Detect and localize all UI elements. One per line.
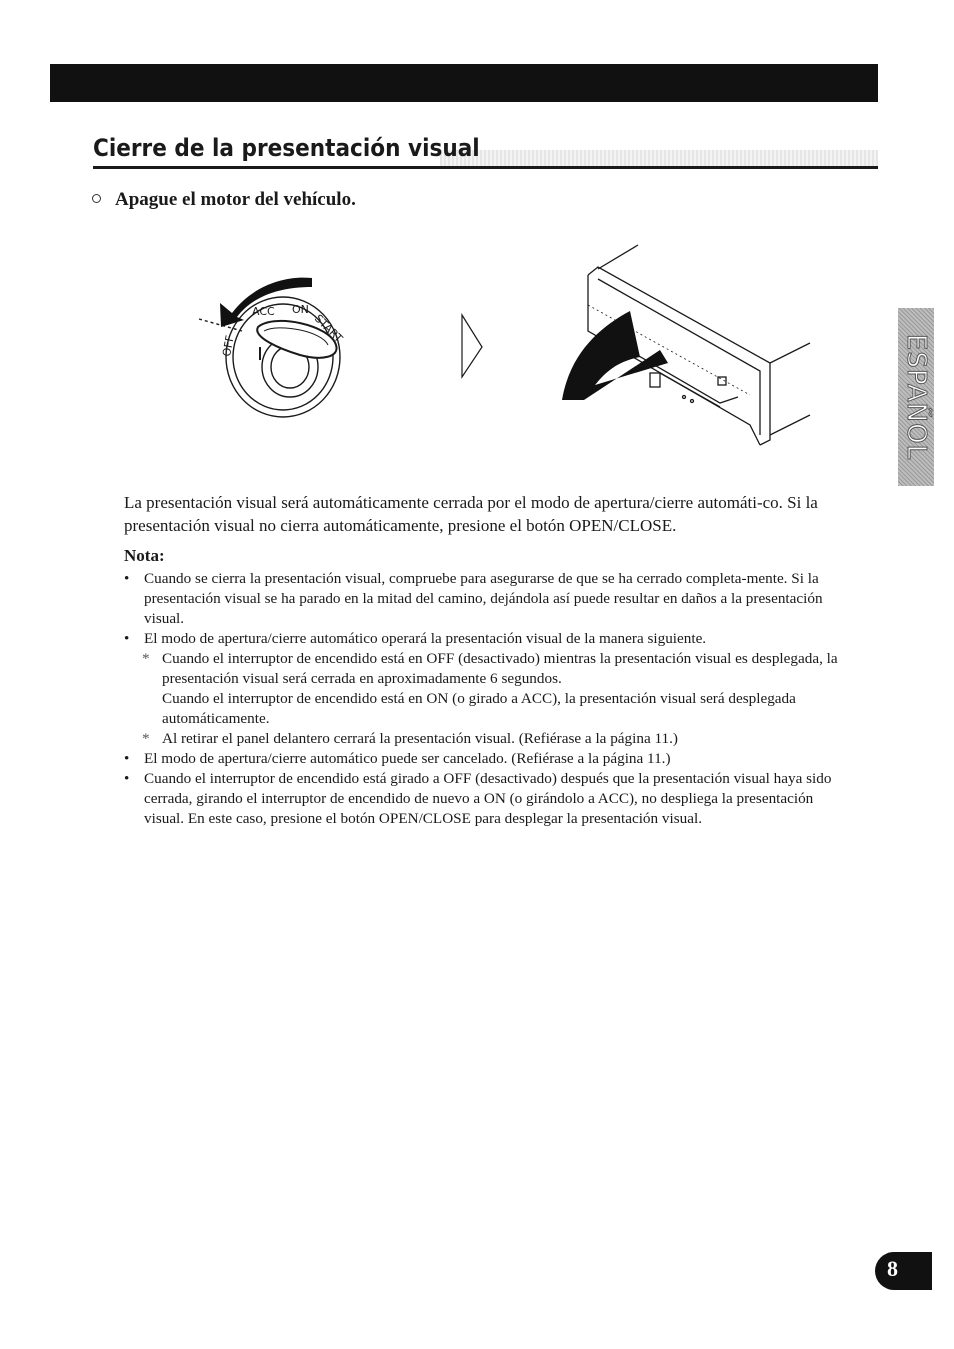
asterisk-icon: *	[142, 650, 150, 667]
asterisk-icon: *	[142, 730, 150, 747]
nota-heading: Nota:	[124, 546, 165, 565]
header-bar	[50, 64, 878, 102]
note-item: • El modo de apertura/cierre automático puede ser cancelado. (Refiérase a la página 11.)	[124, 750, 671, 767]
note-subitem-continuation: Cuando el interruptor de encendido está en ON (o girado a ACC), la presentación visual será desplegada automáticamente.	[162, 690, 796, 727]
note-subitem: * Cuando el interruptor de encendido está en OFF (desactivado) mientras la presentación visual es desplegada, la presentación visual será cerrada en aproximadamente 6 segundos.	[142, 650, 838, 687]
step-text: Apague el motor del vehículo.	[115, 189, 356, 210]
bullet-icon: •	[124, 770, 130, 787]
title-rule	[93, 166, 878, 169]
note-item: • El modo de apertura/cierre automático operará la presentación visual de la manera siguiente.	[124, 630, 707, 647]
notes-list	[124, 569, 854, 829]
note-item: • Cuando el interruptor de encendido está girado a OFF (desactivado) después que la presentación visual haya sido cerrada, girando el interruptor de encendido de nuevo a ON (o girándolo a ACC), no despliega la presentación visual. En este caso, presione el botón OPEN/CLOSE para desplegar la presentación visual.	[124, 770, 832, 827]
language-tab-label: ESPAÑOL	[901, 333, 931, 461]
illustration	[190, 235, 830, 470]
step-instruction	[92, 189, 356, 211]
note-subitem: * Al retirar el panel delantero cerrará la presentación visual. (Refiérase a la página 11.)	[142, 730, 678, 747]
note-item: • Cuando se cierra la presentación visual, compruebe para asegurarse de que se ha cerrado completa-mente. Si la presentación visual se ha parado en la mitad del camino, dejándola así puede resultar en daños a la presentación visual.	[124, 570, 823, 627]
ignition-label-on: ON	[292, 303, 309, 316]
page-number-badge	[875, 1252, 932, 1290]
step-bullet-icon	[92, 194, 101, 203]
bullet-icon: •	[124, 750, 130, 767]
bullet-icon: •	[124, 570, 130, 587]
next-step-arrow-icon	[462, 315, 482, 377]
section-title: Cierre de la presentación visual	[93, 134, 480, 162]
ignition-label-acc: ACC	[252, 305, 275, 318]
language-tab[interactable]	[898, 308, 934, 486]
ignition-label-start: START	[311, 311, 346, 346]
ignition-label-off: OFF	[220, 334, 237, 358]
title-shade	[440, 150, 878, 166]
body-paragraph: La presentación visual será automáticamente cerrada por el modo de apertura/cierre automáti-co. Si la presentación visual no cierra automáticamente, presione el botón OPEN/CLOSE.	[124, 493, 818, 535]
page-number: 8	[887, 1256, 898, 1281]
bullet-icon: •	[124, 630, 130, 647]
